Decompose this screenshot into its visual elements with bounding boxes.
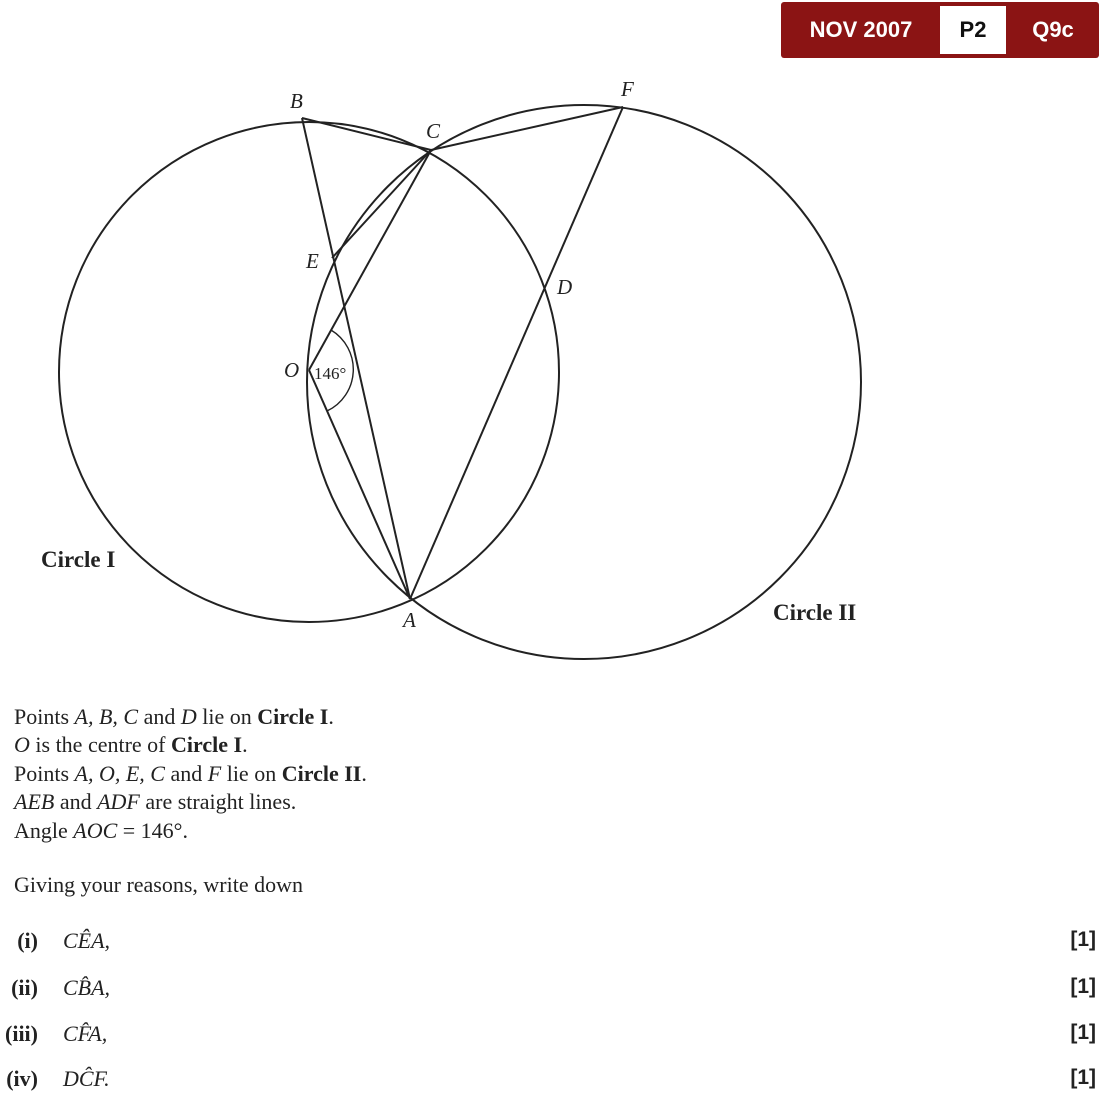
part-angle: CB̂A, — [63, 975, 111, 1000]
line-c-f — [431, 107, 623, 150]
point-label-d: D — [557, 275, 573, 299]
stem-line: O is the centre of Circle I. — [14, 732, 248, 758]
part-mark: [1] — [1070, 1021, 1096, 1044]
point-label-e: E — [306, 249, 319, 273]
part-number: (ii) — [11, 975, 38, 1000]
line-o-a — [309, 370, 410, 599]
point-label-b: B — [290, 89, 303, 113]
circle-two — [307, 105, 861, 659]
line-e-c — [332, 150, 431, 258]
part-mark: [1] — [1070, 975, 1096, 998]
question-part — [0, 928, 1100, 958]
question-number: Q9c — [1032, 17, 1074, 42]
stem-line: Points A, B, C and D lie on Circle I. — [14, 704, 334, 729]
stem-line: AEB and ADF are straight lines. — [14, 789, 297, 815]
point-label-o: O — [284, 358, 300, 382]
point-label-f: F — [621, 77, 634, 101]
question-part — [0, 975, 1100, 1005]
part-mark: [1] — [1070, 928, 1096, 951]
point-label-a: A — [403, 608, 416, 632]
exam-session: NOV 2007 — [809, 17, 913, 42]
angle-value-label: 146° — [314, 364, 347, 383]
question-part — [0, 1066, 1100, 1096]
circle-two-label: Circle II — [773, 600, 857, 625]
part-mark: [1] — [1070, 1066, 1096, 1089]
stem-line: Angle AOC = 146°. — [14, 817, 188, 843]
point-label-c: C — [426, 119, 441, 143]
part-angle: CÊA, — [63, 928, 111, 953]
circle-one-label: Circle I — [41, 547, 116, 572]
question-prompt: Giving your reasons, write down — [14, 872, 304, 897]
stem-line: Points A, O, E, C and F lie on Circle II. — [14, 760, 367, 786]
part-angle: CF̂A, — [63, 1021, 108, 1046]
part-number: (iv) — [6, 1066, 38, 1091]
line-o-c — [309, 150, 431, 370]
line-b-c — [302, 118, 431, 150]
question-part — [0, 1021, 1100, 1051]
part-angle: DĈF. — [63, 1066, 110, 1091]
question-stem — [14, 703, 367, 845]
part-number: (iii) — [5, 1021, 38, 1046]
line-a-f — [410, 107, 623, 599]
paper-number: P2 — [940, 6, 1006, 54]
part-number: (i) — [17, 928, 38, 953]
